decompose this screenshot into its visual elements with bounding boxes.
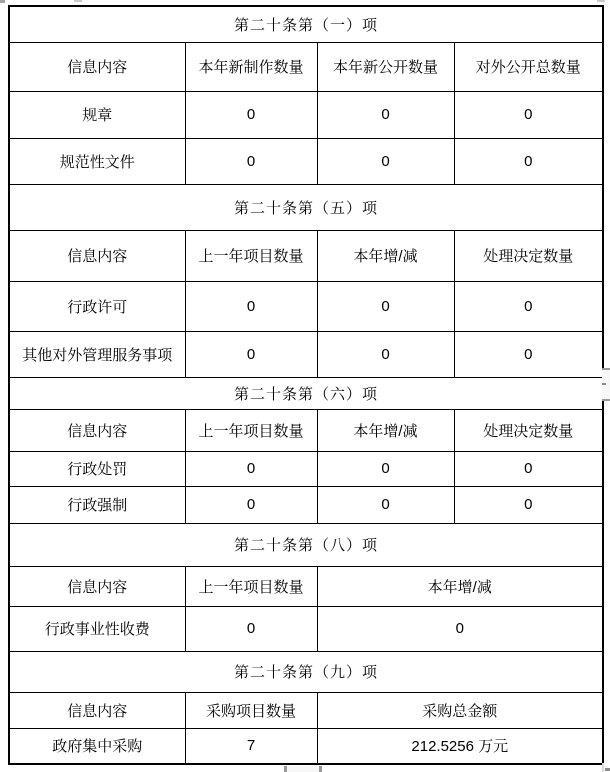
- cell-value: 0: [454, 451, 603, 486]
- top-edge-tick: [74, 0, 82, 2]
- cell-value: 0: [185, 281, 317, 331]
- scrollbar-grip-icon: [602, 399, 610, 401]
- section-2-col-header: 本年增/减: [317, 230, 454, 281]
- vertical-scrollbar-thumb[interactable]: [602, 368, 610, 401]
- cell-value: 0: [317, 451, 454, 486]
- cell-value: 0: [185, 606, 317, 651]
- cell-value: 0: [185, 451, 317, 486]
- row-label: 行政许可: [9, 281, 185, 331]
- row-label: 行政事业性收费: [9, 606, 185, 651]
- section-2-col-header: 信息内容: [9, 230, 185, 281]
- table-row: [9, 331, 603, 377]
- bottom-right-corner-mark: [605, 768, 610, 771]
- cell-value: 0: [454, 91, 603, 138]
- section-4-title: 第二十条第（八）项: [9, 523, 603, 566]
- row-label: 政府集中采购: [9, 728, 185, 764]
- cell-value: 0: [454, 281, 603, 331]
- section-3-col-header: 处理决定数量: [454, 409, 603, 451]
- cell-value: 0: [317, 331, 454, 377]
- section-3-col-header: 本年增/减: [317, 409, 454, 451]
- row-label: 其他对外管理服务事项: [9, 331, 185, 377]
- section-3-col-header: 信息内容: [9, 409, 185, 451]
- report-table-container: [8, 5, 604, 765]
- section-4-col-header: 信息内容: [9, 566, 185, 606]
- cell-value: 0: [185, 138, 317, 184]
- cell-value: 0: [317, 486, 454, 523]
- section-2-col-header: 上一年项目数量: [185, 230, 317, 281]
- cell-value: 7: [185, 728, 317, 764]
- section-1-col-header: 信息内容: [9, 42, 185, 91]
- report-table: [8, 5, 604, 765]
- section-4-col-header: 上一年项目数量: [185, 566, 317, 606]
- table-row: [9, 606, 603, 651]
- top-left-corner-mark: [0, 0, 5, 3]
- cell-value: 0: [454, 486, 603, 523]
- scrollbar-grip-icon: [602, 368, 610, 370]
- row-label: 规章: [9, 91, 185, 138]
- cell-value: 0: [454, 138, 603, 184]
- cell-value: 0: [454, 331, 603, 377]
- table-row: [9, 138, 603, 184]
- section-5-col-header: 采购项目数量: [185, 692, 317, 728]
- cell-value: 0: [185, 91, 317, 138]
- cell-value: 0: [185, 486, 317, 523]
- cell-value: 0: [317, 281, 454, 331]
- section-2-col-header: 处理决定数量: [454, 230, 603, 281]
- table-row: [9, 486, 603, 523]
- scrollbar-grip-icon: [284, 766, 287, 772]
- section-3-title: 第二十条第（六）项: [9, 377, 603, 409]
- section-4-col-header: 本年增/减: [317, 566, 603, 606]
- table-row: [9, 91, 603, 138]
- row-label: 规范性文件: [9, 138, 185, 184]
- bottom-right-scrollbar-track: [602, 763, 604, 772]
- section-1-title: 第二十条第（一）项: [9, 6, 603, 42]
- table-row: [9, 728, 603, 764]
- section-5-title: 第二十条第（九）项: [9, 651, 603, 692]
- section-5-col-header: 信息内容: [9, 692, 185, 728]
- section-1-col-header: 本年新公开数量: [317, 42, 454, 91]
- section-1-col-header: 本年新制作数量: [185, 42, 317, 91]
- cell-value: 0: [185, 331, 317, 377]
- top-right-edge-tick: [597, 0, 605, 2]
- table-row: [9, 281, 603, 331]
- section-1-col-header: 对外公开总数量: [454, 42, 603, 91]
- cell-value: 0: [317, 606, 603, 651]
- row-label: 行政处罚: [9, 451, 185, 486]
- cell-value: 0: [317, 138, 454, 184]
- scrollbar-grip-icon: [319, 766, 322, 772]
- section-2-title: 第二十条第（五）项: [9, 184, 603, 230]
- section-5-col-header: 采购总金额: [317, 692, 603, 728]
- cell-value: 212.5256 万元: [317, 728, 603, 764]
- table-row: [9, 451, 603, 486]
- section-3-col-header: 上一年项目数量: [185, 409, 317, 451]
- scrollbar-grip-icon: [602, 383, 606, 385]
- row-label: 行政强制: [9, 486, 185, 523]
- horizontal-scrollbar-thumb[interactable]: [284, 766, 322, 772]
- cell-value: 0: [317, 91, 454, 138]
